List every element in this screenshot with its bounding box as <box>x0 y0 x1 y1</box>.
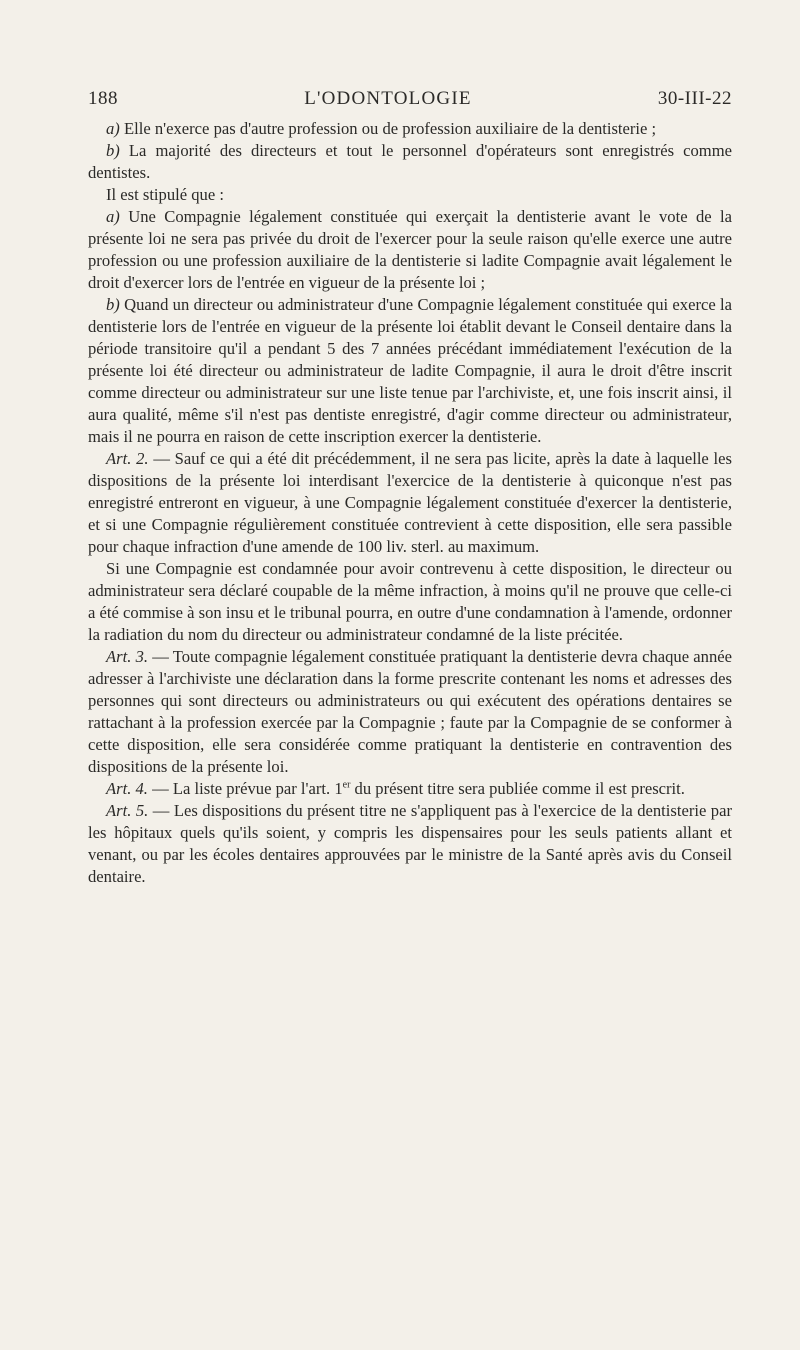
superscript: er <box>342 779 351 791</box>
paragraph-text: — Sauf ce qui a été dit précédemment, il ne sera pas licite, après la date à laquelle les dispositions de la présente loi interdisant l'exercice de la dentisterie à quiconque n'est pas enregistré entreront en vigueur, à une Compagnie légalement constituée d'exercer la dentisterie, et si une Compagnie régulièrement constituée contrevient à cette disposition, elle sera passible pour chaque infraction d'une amende de 100 liv. sterl. au maximum. <box>88 449 732 556</box>
paragraph-art-5 <box>88 800 732 888</box>
item-label: b) <box>106 141 120 160</box>
paragraph-art-4 <box>88 778 732 800</box>
paragraph-text: Quand un directeur ou administrateur d'une Compagnie légalement constituée qui exerce la dentisterie lors de l'entrée en vigueur de la présente loi établit devant le Conseil dentaire dans la période transitoire qu'il a pendant 5 des 7 années précédant immédiatement l'exécution de la présente loi été directeur ou administrateur de ladite Compagnie, il aura le droit d'être inscrit comme directeur ou administrateur sur une liste tenue par l'archiviste, et, une fois inscrit ainsi, il aura qualité, même s'il n'est pas dentiste enregistré, d'agir comme directeur ou administrateur, mais il ne pourra en raison de cette inscription exercer la dentisterie. <box>88 295 732 446</box>
paragraph-stipulation-intro <box>88 184 732 206</box>
item-label: a) <box>106 207 120 226</box>
paragraph-art-2 <box>88 448 732 558</box>
paragraph-text: Si une Compagnie est condamnée pour avoir contrevenu à cette disposition, le directeur ou administrateur sera déclaré coupable de la même infraction, à moins qu'il ne prouve que celle-ci a été commise à son insu et le tribunal pourra, en outre d'une condamnation à l'amende, ordonner la radiation du nom du directeur ou administrateur condamné de la liste précitée. <box>88 559 732 644</box>
paragraph-text: Il est stipulé que : <box>106 185 224 204</box>
paragraph-art-2-continued <box>88 558 732 646</box>
paragraph-condition-b <box>88 140 732 184</box>
running-header <box>88 88 732 110</box>
paragraph-text: Une Compagnie légalement constituée qui exerçait la dentisterie avant le vote de la présente loi ne sera pas privée du droit de l'exercer pour la seule raison qu'elle exerce une autre profession ou une profession auxiliaire de la dentisterie si ladite Compagnie avait légalement le droit d'exercer lors de l'entrée en vigueur de la présente loi ; <box>88 207 732 292</box>
article-label: Art. 3. <box>106 647 149 666</box>
paragraph-text: — Toute compagnie légalement constituée pratiquant la dentisterie devra chaque année adresser à l'archiviste une déclaration dans la forme prescrite contenant les noms et adresses des personnes qui sont directeurs ou administrateurs ou qui exécutent des opérations dentaires se rattachant à la profession exercée par la Compagnie ; faute par la Compagnie de se conformer à cette disposition, elle sera considérée comme pratiquant la dentisterie en contravention des dispositions de la présente loi. <box>88 647 732 776</box>
article-body <box>88 118 732 888</box>
page-number: 188 <box>88 88 118 109</box>
paragraph-text: du présent titre sera publiée comme il est prescrit. <box>350 779 685 798</box>
paragraph-text: — Les dispositions du présent titre ne s'appliquent pas à l'exercice de la dentisterie par les hôpitaux quels qu'ils soient, y compris les dispensaires pour les seuls patients allant et venant, ou par les écoles dentaires approuvées par le ministre de la Santé après avis du Conseil dentaire. <box>88 801 732 886</box>
article-label: Art. 5. <box>106 801 149 820</box>
issue-date: 30-III-22 <box>657 88 732 109</box>
paragraph-condition-a <box>88 118 732 140</box>
paragraph-text: Elle n'exerce pas d'autre profession ou de profession auxiliaire de la dentisterie ; <box>119 119 657 138</box>
article-label: Art. 4. <box>106 779 148 798</box>
article-label: Art. 2. <box>106 449 149 468</box>
paragraph-stipulation-b <box>88 294 732 448</box>
item-label: a) <box>106 119 120 138</box>
paragraph-text: La majorité des directeurs et tout le personnel d'opérateurs sont enregistrés comme dentistes. <box>88 141 732 182</box>
item-label: b) <box>106 295 120 314</box>
paragraph-art-3 <box>88 646 732 778</box>
paragraph-text: — La liste prévue par l'art. 1 <box>147 779 343 798</box>
journal-title: L'ODONTOLOGIE <box>304 88 472 109</box>
paragraph-stipulation-a <box>88 206 732 294</box>
